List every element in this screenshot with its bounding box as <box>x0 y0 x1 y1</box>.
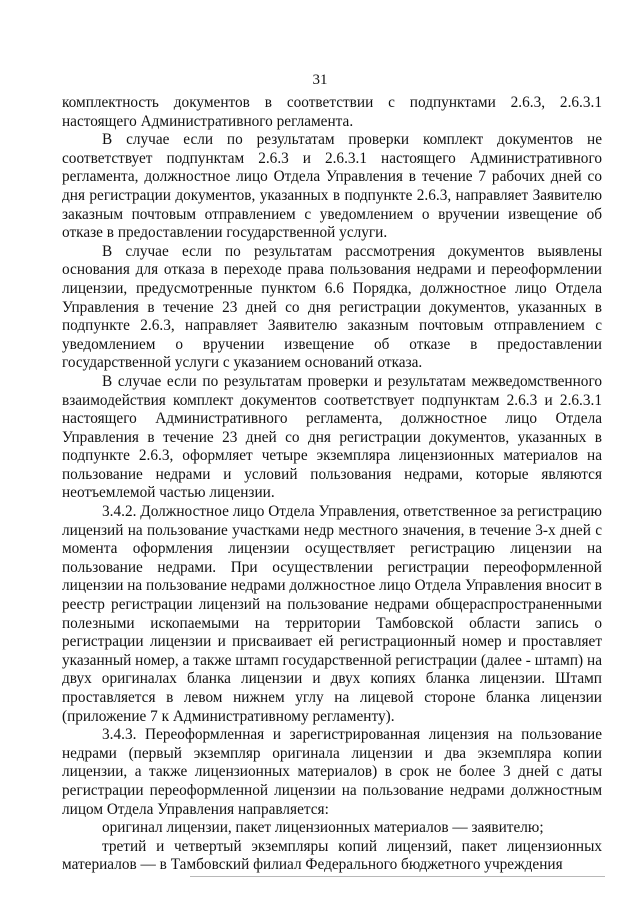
paragraph-1: комплектность документов в соответствии с подпунктами 2.6.3, 2.6.3.1 настоящего Административного регламента. <box>62 94 602 130</box>
paragraph-3: В случае если по результатам рассмотрения документов выявлены основания для отказа в переходе права пользования недрами и переоформлении лицензии, предусмотренные пунктом 6.6 Порядка, должностное лицо Отдела Управления в течение 23 дней со дня регистрации документов, указанных в подпункте 2.6.3, направляет Заявителю заказным почтовым отправлением с уведомлением о вручении извещение об отказе в предоставлении государственной услуги с указанием оснований отказа. <box>62 242 602 372</box>
paragraph-8: третий и четвертый экземпляры копий лицензий, пакет лицензионных материалов — в Тамбовский филиал Федерального бюджетного учреждения <box>62 837 602 874</box>
paragraph-4: В случае если по результатам проверки и результатам межведомственного взаимодействия комплект документов соответствует подпунктам 2.6.3 и 2.6.3.1 настоящего Административного регламента, должностное лицо Отдела Управления в течение 23 дней со дня регистрации документов, указанных в подпункте 2.6.3, оформляет четыре экземпляра лицензионных материалов на пользование недрами и условий пользования недрами, которые являются неотъемлемой частью лицензии. <box>62 372 602 502</box>
paragraph-7: оригинал лицензии, пакет лицензионных материалов — заявителю; <box>102 819 544 837</box>
paragraph-5: 3.4.2. Должностное лицо Отдела Управления, ответственное за регистрацию лицензий на пользование участками недр местного значения, в течение 3-х дней с момента оформления лицензии осуществляет регистрацию лицензии на пользование недрами. При осуществлении регистрации переоформленной лицензии на пользование недрами должностное лицо Отдела Управления вносит в реестр регистрации лицензий на пользование недрами общераспространенными полезными ископаемыми на территории Тамбовской области запись о регистрации лицензии и присваивает ей регистрационный номер и проставляет указанный номер, а также штамп государственной регистрации (далее - штамп) на двух оригиналах бланка лицензии и двух копиях бланка лицензии. Штамп проставляется в левом нижнем углу на лицевой стороне бланка лицензии (приложение 7 к Административному регламенту). <box>62 503 602 725</box>
page-number: 31 <box>312 72 328 88</box>
paragraph-2: В случае если по результатам проверки комплект документов не соответствует подпунктам 2.6.3 и 2.6.3.1 настоящего Административного регламента, должностное лицо Отдела Управления в течение 7 рабочих дней со дня регистрации документов, указанных в подпункте 2.6.3, направляет Заявителю заказным почтовым отправлением с уведомлением о вручении извещение об отказе в предоставлении государственной услуги. <box>62 131 602 242</box>
footer-rule <box>190 876 605 877</box>
document-body <box>62 94 602 875</box>
paragraph-6: 3.4.3. Переоформленная и зарегистрированная лицензия на пользование недрами (первый экземпляр оригинала лицензии и два экземпляра копии лицензии, а также лицензионных материалов) в срок не более 3 дней с даты регистрации переоформленной лицензии на пользование недрами должностным лицом Отдела Управления направляется: <box>62 726 602 818</box>
